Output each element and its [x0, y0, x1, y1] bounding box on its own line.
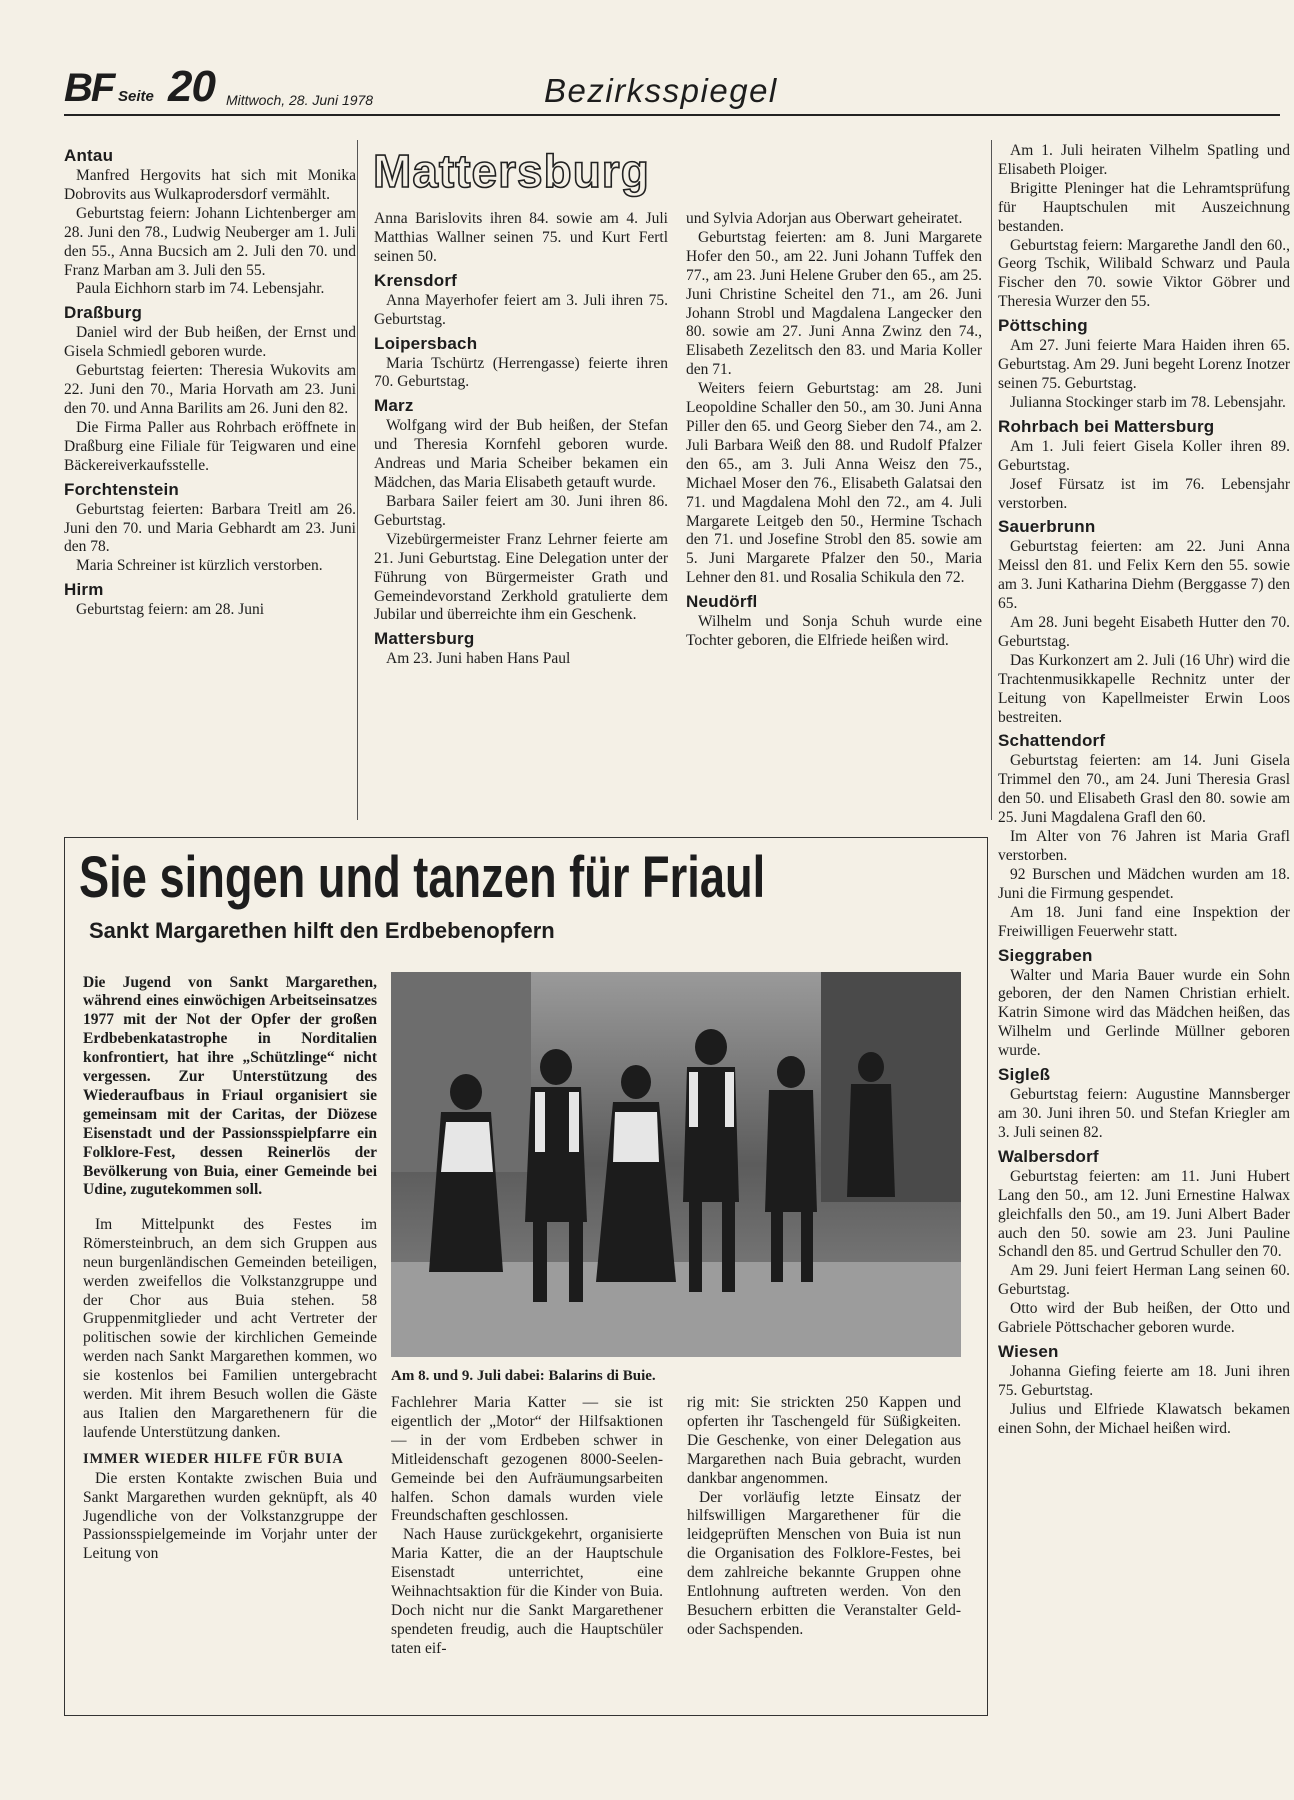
news-paragraph: Am 28. Juni begeht Eisabeth Hutter den 70. Geburtstag. [998, 614, 1290, 650]
news-paragraph: Wolfgang wird der Bub heißen, der Stefan und Theresia Kornfehl geboren wurde. Andreas und Maria Scheiber bekamen ein Mädchen, das Maria Elisabeth getauft wurde. [374, 417, 668, 492]
newspaper-logo: BF [64, 66, 114, 110]
issue-date: Mittwoch, 28. Juni 1978 [226, 92, 374, 108]
news-paragraph: Barbara Sailer feiert am 30. Juni ihren 86. Geburtstag. [374, 492, 668, 529]
news-column-3 [686, 210, 982, 822]
feature-paragraph: Fachlehrer Maria Katter — sie ist eigentlich der „Motor“ der Hilfsaktionen — in der vom Erdbeben schwer in Mitleidenschaft gezogenen 8000-Seelen-Gemeinde bei den Aufräumungsarbeiten halfen. Schon damals wurden viele Freundschaften geschlossen. [391, 1394, 663, 1525]
feature-subhead: IMMER WIEDER HILFE FÜR BUIA [83, 1450, 344, 1467]
news-paragraph: Geburtstag feierten: Theresia Wukovits am 22. Juni den 70., Maria Horvath am 23. Juni den 70. und Anna Barilits am 26. Juni den 82. [64, 362, 356, 417]
news-paragraph: Am 29. Juni feiert Herman Lang seinen 60. Geburtstag. [998, 1262, 1290, 1299]
news-paragraph: Weiters feiern Geburtstag: am 28. Juni Leopoldine Schaller den 50., am 30. Juni Anna Piller den 65. und Georg Sieber den 74., am 2. Juli Barbara Weiß den 88. und Rudolf Pfalzer den 65., am 3. Juli Anna Weisz den 75., Michael Moser den 76., Elisabeth Galatsai den 71. und Magdalena Mohl den 72., am 4. Juli Margarete Leitgeb den 50., Hermine Tschach den 71. und Josefine Strobl den 85. sowie am 5. Juni Margarete Pfalzer den 50., Maria Lehner den 81. und Rosalia Schikula den 72. [686, 380, 982, 587]
news-paragraph: Vizebürgermeister Franz Lehrner feierte am 21. Juni Geburtstag. Eine Delegation unter der Führung von Bürgermeister Grath und Gemeindevorstand Zerkhold gratulierte dem Jubilar und überreichte ihm ein Geschenk. [374, 530, 668, 624]
news-paragraph: Julianna Stockinger starb im 78. Lebensjahr. [1010, 393, 1286, 411]
town-heading: Pöttsching [998, 316, 1088, 336]
feature-paragraph: rig mit: Sie strickten 250 Kappen und opferten ihr Taschengeld für Süßigkeiten. Die Geschenke, von einer Delegation aus Margarethen nach Buia gebracht, wurden dankbar angenommen. [687, 1394, 961, 1487]
town-heading: Neudörfl [686, 592, 758, 612]
news-paragraph: Geburtstag feierten: am 22. Juni Anna Meissl den 81. und Felix Kern den 55. sowie am 3. Juni Katharina Diehm (Berggasse 7) den 65. [998, 538, 1290, 613]
town-heading: Sieggraben [998, 945, 1093, 965]
feature-paragraph: Der vorläufig letzte Einsatz der hilfswilligen Margarethener für die leidgeprüften Menschen von Buia ist nun die Organisation des Folklore-Festes, bei dem zahlreiche bekannte Gruppen ohne Entlohnung auftreten werden. Von den Besuchern erbitten die Veranstalter Geld- oder Sachspenden. [687, 1488, 961, 1638]
news-paragraph: Maria Schreiner ist kürzlich verstorben. [76, 557, 323, 575]
town-heading: Krensdorf [374, 270, 458, 290]
news-paragraph: Paula Eichhorn starb im 74. Lebensjahr. [76, 280, 325, 298]
feature-subheadline: Sankt Margarethen hilft den Erdbebenopfern [89, 918, 555, 943]
feature-lead: Die Jugend von Sankt Margarethen, während eines einwöchigen Arbeitseinsatzes 1977 mit der Not der Opfer der großen Erdbebenkatastrophe in Norditalien konfrontiert, hat ihre „Schützlinge“ nicht vergessen. Zur Unterstützung des Wiederaufbaus in Friaul organisiert sie gemeinsam mit der Caritas, der Diözese Eisenstadt und der Passionsspielpfarre ein Folklore-Fest, dessen Reinerlös der Bevölkerung von Buia, einer Gemeinde bei Udine, zugutekommen soll. [83, 973, 377, 1199]
page-label: Seite [118, 88, 154, 105]
news-paragraph: Geburtstag feiern: am 28. Juni [76, 601, 265, 619]
news-paragraph: Am 1. Juli feiert Gisela Koller ihren 89. Geburtstag. [998, 437, 1290, 474]
news-paragraph: Am 18. Juni fand eine Inspektion der Freiwilligen Feuerwehr statt. [998, 903, 1290, 940]
news-paragraph: Geburtstag feiern: Margarethe Jandl den 60., Georg Tschik, Wilibald Schwarz und Paula Fischer den 70. sowie Viktor Göbrer und Theresia Wurzer den 55. [998, 236, 1290, 311]
news-paragraph: Brigitte Pleninger hat die Lehramtsprüfung für Hauptschulen mit Auszeichnung bestanden. [998, 179, 1290, 235]
news-paragraph: Geburtstag feierten: am 14. Juni Gisela Trimmel den 70., am 24. Juni Theresia Grasl den 50. und Elisabeth Grasl den 80. sowie am 25. Juni Magdalena Grafl den 60. [998, 752, 1290, 827]
town-heading: Sauerbrunn [998, 517, 1096, 537]
folk-dancers-photo [391, 972, 961, 1357]
news-paragraph: Manfred Hergovits hat sich mit Monika Dobrovits aus Wulkaprodersdorf vermählt. [64, 167, 356, 203]
feature-article [64, 837, 988, 1716]
feature-headline: Sie singen und tanzen für Friaul [79, 845, 766, 910]
photo-caption: Am 8. und 9. Juli dabei: Balarins di Buie. [391, 1368, 656, 1384]
news-paragraph: Geburtstag feierten: am 8. Juni Margarete Hofer den 50., am 22. Juni Johann Tuffek den 77., am 23. Juni Helene Gruber den 65., am 25. Juni Christine Scheitel den 71., am 26. Juni Johann Strobl und Magdalena Langecker den 80. sowie am 27. Juni Anna Zwinz den 74., Elisabeth Zezelitsch den 83. und Maria Koller den 71. [686, 228, 982, 379]
news-paragraph: Otto wird der Bub heißen, der Otto und Gabriele Pöttschacher geboren wurde. [998, 1300, 1290, 1337]
feature-paragraph: Nach Hause zurückgekehrt, organisierte Maria Katter, die an der Hauptschule Eisenstadt unterrichtet, eine Weihnachtsaktion für die Kinder von Buia. Doch nicht nur die Sankt Margarethener spendeten freudig, auch die Hauptschüler taten eif- [391, 1526, 663, 1657]
news-column-4 [998, 142, 1290, 1798]
feature-column-3 [687, 1394, 961, 1704]
news-column-2 [374, 210, 668, 822]
news-paragraph: Anna Barislovits ihren 84. sowie am 4. Juli Matthias Wallner seinen 75. und Kurt Fertl seinen 50. [374, 210, 668, 265]
town-heading: Rohrbach bei Mattersburg [998, 416, 1215, 436]
feature-paragraph: Die ersten Kontakte zwischen Buia und Sankt Margarethen wurden geknüpft, als 40 Jugendliche von der Volkstanzgruppe der Passionsspielgemeinde im Vorjahr unter der Leitung von [83, 1469, 377, 1563]
news-paragraph: Maria Tschürtz (Herrengasse) feierte ihren 70. Geburtstag. [374, 354, 668, 391]
news-paragraph: Anna Mayerhofer feiert am 3. Juli ihren 75. Geburtstag. [374, 291, 668, 328]
town-heading: Wiesen [998, 1341, 1059, 1361]
feature-column-2 [391, 1394, 663, 1704]
news-paragraph: Am 27. Juni feierte Mara Haiden ihren 65. Geburtstag. Am 29. Juni begeht Lorenz Inotzer seinen 75. Geburtstag. [998, 337, 1290, 392]
town-heading: Schattendorf [998, 731, 1106, 751]
page-number: 20 [168, 62, 215, 111]
news-paragraph: 92 Burschen und Mädchen wurden am 18. Juni die Firmung gespendet. [998, 865, 1290, 902]
news-paragraph: Johanna Giefing feierte am 18. Juni ihren 75. Geburtstag. [998, 1362, 1290, 1399]
news-paragraph: Geburtstag feierten: am 11. Juni Hubert Lang den 50., am 12. Juni Ernestine Halwax gleichfalls den 50., am 19. Juni Albert Bader auch den 50. sowie am 23. Juni Pauline Schandl den 85. und Gertrud Schuller den 70. [998, 1167, 1290, 1261]
news-paragraph: Walter und Maria Bauer wurde ein Sohn geboren, der den Namen Christian erhielt. Katrin Simone wird das Mädchen heißen, das Wilhelm und Gerlinde Müllner geboren wurde. [998, 966, 1290, 1060]
section-title: Bezirksspiegel [544, 72, 778, 109]
news-paragraph: Geburtstag feiern: Augustine Mannsberger am 30. Juni ihren 50. und Stefan Kriegler am 3. Juli seinen 82. [998, 1086, 1290, 1141]
news-paragraph: Wilhelm und Sonja Schuh wurde eine Tochter geboren, die Elfriede heißen wird. [686, 613, 982, 650]
news-paragraph: Das Kurkonzert am 2. Juli (16 Uhr) wird die Trachtenmusikkapelle Rechnitz unter der Leitung von Kapellmeister Erwin Loos bestreiten. [998, 651, 1290, 726]
news-paragraph: und Sylvia Adorjan aus Oberwart geheiratet. [686, 210, 963, 227]
folk-dancers-photo-graphic [391, 972, 961, 1357]
news-paragraph: Geburtstag feierten: Barbara Treitl am 26. Juni den 70. und Maria Gebhardt am 23. Juni den 78. [64, 500, 356, 556]
town-heading: Hirm [64, 580, 104, 600]
town-heading: Loipersbach [374, 333, 478, 353]
news-paragraph: Julius und Elfriede Klawatsch bekamen einen Sohn, der Michael heißen wird. [998, 1400, 1290, 1437]
town-heading: Sigleß [998, 1065, 1051, 1085]
column-divider [357, 140, 358, 820]
news-paragraph: Die Firma Paller aus Rohrbach eröffnete in Draßburg eine Filiale für Teigwaren und eine Bäckereiverkaufsstelle. [64, 418, 356, 474]
news-paragraph: Am 1. Juli heiraten Vilhelm Spatling und Elisabeth Ploiger. [998, 142, 1290, 178]
town-heading: Mattersburg [374, 629, 475, 649]
feature-paragraph: Im Mittelpunkt des Festes im Römersteinbruch, an dem sich Gruppen aus neun burgenländischen Gemeinden beteiligen, werden zweifellos die Volkstanzgruppe und der Chor aus Buia stehen. 58 Gruppenmitglieder und acht Vertreter der politischen sowie der kirchlichen Gemeinde werden nach Sankt Margarethen kommen, wo sie kostenlos bei Familien untergebracht werden. Mit ihrem Besuch wollen die Gäste aus Italien den Margarethenern für die laufende Unterstützung danken. [83, 1215, 377, 1441]
column-divider [991, 140, 992, 820]
town-heading: Antau [64, 146, 114, 165]
news-paragraph: Josef Fürsatz ist im 76. Lebensjahr verstorben. [998, 475, 1290, 512]
town-heading: Draßburg [64, 303, 143, 323]
town-heading: Walbersdorf [998, 1146, 1099, 1166]
news-paragraph: Geburtstag feiern: Johann Lichtenberger am 28. Juni den 78., Ludwig Neuberger am 1. Juli den 55., Anna Bucsich am 2. Juli den 70. und Franz Marban am 3. Juli den 55. [64, 204, 356, 279]
masthead [64, 64, 1280, 116]
town-heading: Marz [374, 396, 414, 416]
feature-column-1 [83, 958, 377, 1708]
town-heading: Forchtenstein [64, 479, 180, 499]
news-paragraph: Im Alter von 76 Jahren ist Maria Grafl verstorben. [998, 828, 1290, 864]
news-column-1 [64, 142, 356, 822]
town-logo: Mattersburg [373, 145, 650, 197]
news-paragraph: Am 23. Juni haben Hans Paul [386, 650, 571, 668]
news-paragraph: Daniel wird der Bub heißen, der Ernst und Gisela Schmiedl geboren wurde. [64, 324, 356, 361]
